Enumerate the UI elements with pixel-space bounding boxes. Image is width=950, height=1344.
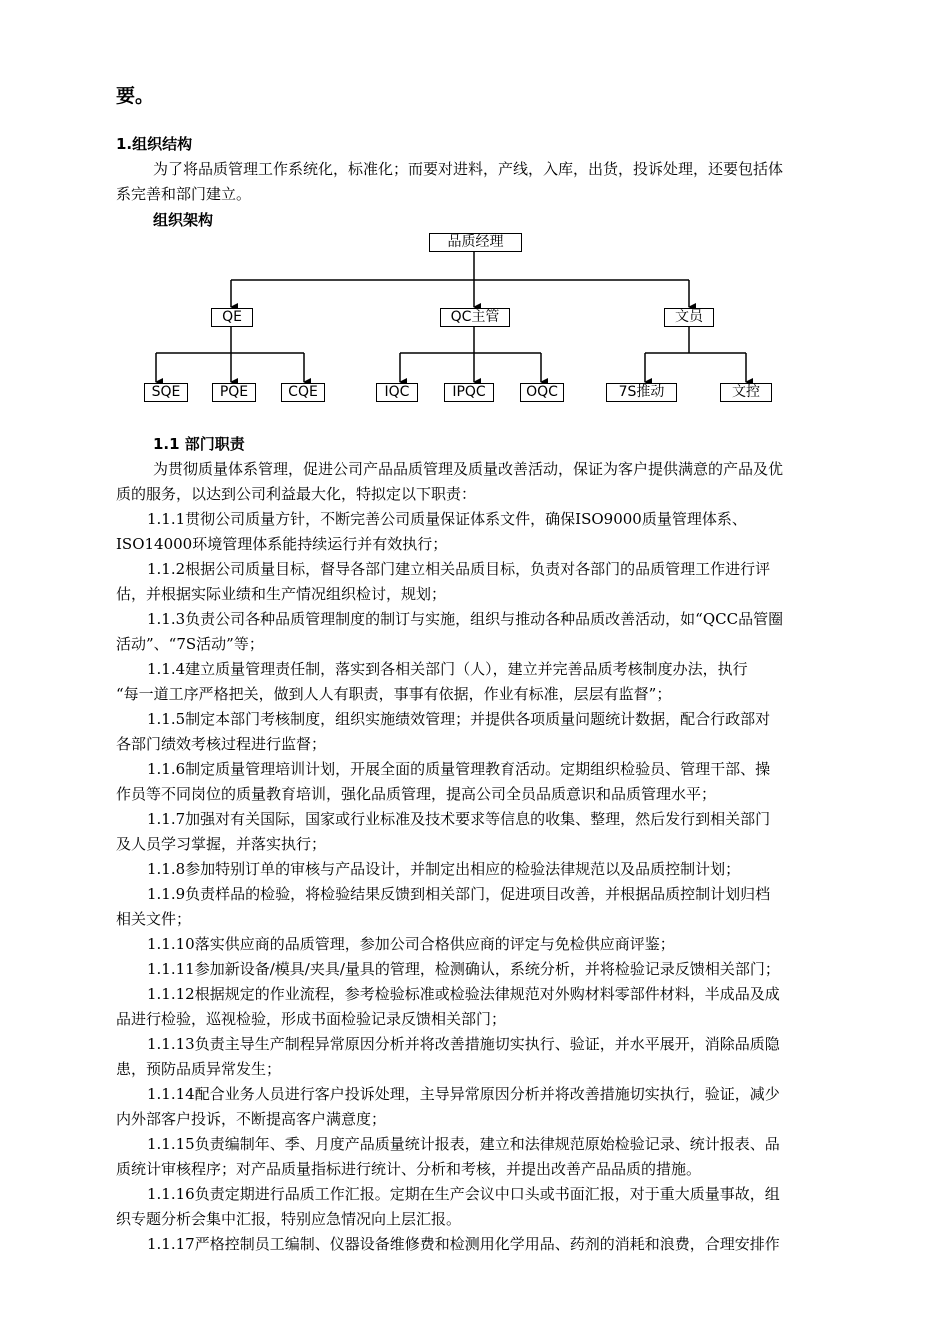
duty-item-line2: 各部门绩效考核过程进行监督； (116, 735, 327, 753)
duty-item-line1: 1.1.4建立质量管理责任制，落实到各相关部门（人），建立并完善品质考核制度办法，执行 (147, 660, 748, 678)
org-node-document-control: 文控 (720, 383, 772, 402)
org-chart-connectors (0, 0, 950, 420)
subsection-title: 1.1 部门职责 (153, 435, 245, 453)
duty-item-line1: 1.1.8参加特别订单的审核与产品设计，并制定出相应的检验法律规范以及品质控制计划； (147, 860, 741, 878)
duty-item-line1: 1.1.16负责定期进行品质工作汇报。定期在生产会议中口头或书面汇报，对于重大质量事故，组 (147, 1185, 780, 1203)
duty-item-line1: 1.1.7加强对有关国际，国家或行业标准及技术要求等信息的收集、整理，然后发行到相关部门 (147, 810, 771, 828)
duty-item-line1: 1.1.2根据公司质量目标，督导各部门建立相关品质目标，负责对各部门的品质管理工作进行评 (147, 560, 771, 578)
heading-fragment: 要。 (116, 85, 155, 107)
duty-item-line2: “每一道工序严格把关，做到人人有职责，事事有依据，作业有标准，层层有监督”； (116, 685, 672, 703)
duty-item-line1: 1.1.1贯彻公司质量方针，不断完善公司质量保证体系文件，确保ISO9000质量管理体系、 (147, 510, 747, 528)
duty-item-line1: 1.1.13负责主导生产制程异常原因分析并将改善措施切实执行、验证，并水平展开，消除品质隐 (147, 1035, 780, 1053)
org-node-qc-supervisor: QC主管 (440, 308, 510, 327)
duty-item-line1: 1.1.10落实供应商的品质管理，参加公司合格供应商的评定与免检供应商评鉴； (147, 935, 675, 953)
org-node-qe: QE (211, 308, 253, 327)
org-node-clerk: 文员 (664, 308, 714, 327)
org-chart-title: 组织架构 (153, 211, 214, 229)
duty-item-line2: 估，并根据实际业绩和生产情况组织检讨，规划； (116, 585, 447, 603)
duty-item-line2: 及人员学习掌握，并落实执行； (116, 835, 327, 853)
duty-item-line2: ISO14000环境管理体系能持续运行并有效执行； (116, 535, 448, 553)
org-node-sqe: SQE (144, 383, 188, 402)
duty-item-line2: 内外部客户投诉，不断提高客户满意度； (116, 1110, 387, 1128)
duty-item-line1: 1.1.11参加新设备/模具/夹具/量具的管理，检测确认，系统分析，并将检验记录反馈相关部门； (147, 960, 780, 978)
subsection-intro-line2: 质的服务，以达到公司利益最大化，特拟定以下职责： (116, 485, 477, 503)
duty-item-line2: 相关文件； (116, 910, 192, 928)
duty-item-line2: 作员等不同岗位的质量教育培训，强化品质管理，提高公司全员品质意识和品质管理水平； (116, 785, 717, 803)
duty-item-line1: 1.1.3负责公司各种品质管理制度的制订与实施，组织与推动各种品质改善活动，如“QCC品管圈 (147, 610, 784, 628)
org-node-pqe: PQE (212, 383, 256, 402)
org-node-quality-manager: 品质经理 (429, 233, 522, 252)
duty-item-line1: 1.1.12根据规定的作业流程，参考检验标准或检验法律规范对外购材料零部件材料，半成品及成 (147, 985, 780, 1003)
duty-item-line1: 1.1.5制定本部门考核制度，组织实施绩效管理；并提供各项质量问题统计数据，配合行政部对 (147, 710, 771, 728)
org-node-cqe: CQE (281, 383, 325, 402)
org-node-oqc: OQC (520, 383, 564, 402)
org-node-ipqc: IPQC (444, 383, 494, 402)
duty-item-line2: 品进行检验，巡视检验，形成书面检验记录反馈相关部门； (116, 1010, 507, 1028)
section-intro-line1: 为了将品质管理工作系统化，标准化；而要对进料，产线，入库，出货，投诉处理，还要包括体 (153, 160, 784, 178)
duty-item-line1: 1.1.6制定质量管理培训计划，开展全面的质量管理教育活动。定期组织检验员、管理干部、操 (147, 760, 771, 778)
duty-item-line1: 1.1.9负责样品的检验，将检验结果反馈到相关部门，促进项目改善，并根据品质控制计划归档 (147, 885, 771, 903)
section-intro-line2: 系完善和部门建立。 (116, 185, 252, 203)
duty-item-line1: 1.1.17严格控制员工编制、仪器设备维修费和检测用化学用品、药剂的消耗和浪费，合理安排作 (147, 1235, 780, 1253)
org-node-iqc: IQC (376, 383, 418, 402)
section-title: 1.组织结构 (116, 135, 193, 153)
duty-item-line2: 质统计审核程序；对产品质量指标进行统计、分析和考核，并提出改善产品品质的措施。 (116, 1160, 702, 1178)
duty-item-line1: 1.1.15负责编制年、季、月度产品质量统计报表，建立和法律规范原始检验记录、统计报表、品 (147, 1135, 780, 1153)
duty-item-line1: 1.1.14配合业务人员进行客户投诉处理，主导异常原因分析并将改善措施切实执行，验证，减少 (147, 1085, 780, 1103)
subsection-intro-line1: 为贯彻质量体系管理，促进公司产品品质管理及质量改善活动，保证为客户提供满意的产品及优 (153, 460, 784, 478)
duty-item-line2: 患，预防品质异常发生； (116, 1060, 282, 1078)
duty-item-line2: 织专题分析会集中汇报，特别应急情况向上层汇报。 (116, 1210, 462, 1228)
org-node-7s-promotion: 7S推动 (606, 383, 677, 402)
duty-item-line2: 活动”、“7S活动”等； (116, 635, 264, 653)
